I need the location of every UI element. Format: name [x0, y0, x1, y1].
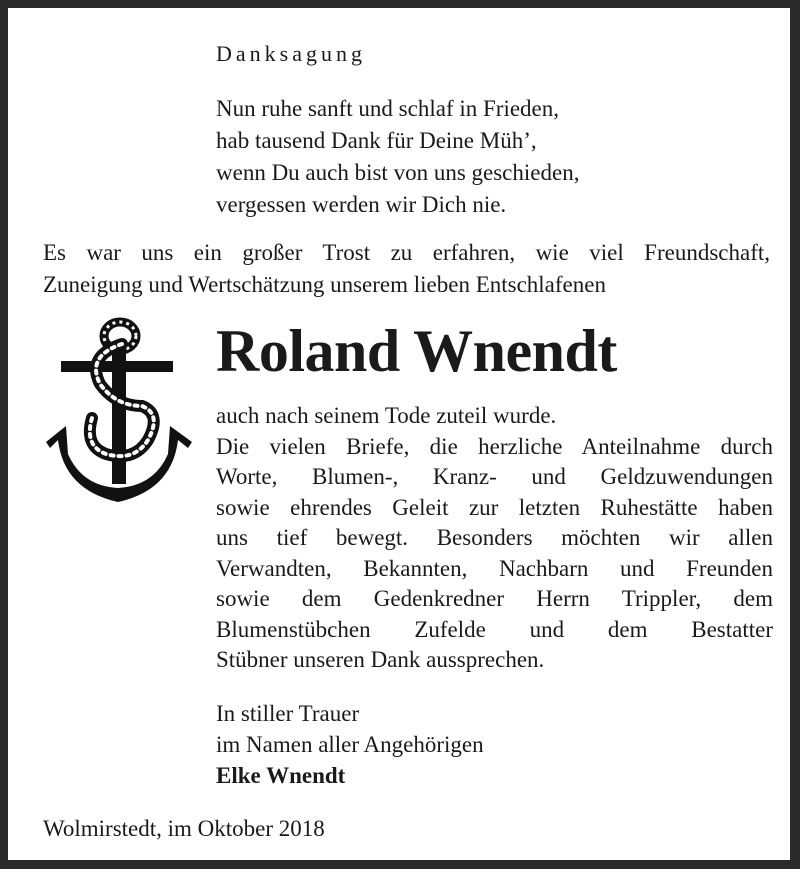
intro-text: [43, 237, 770, 301]
body-line: auch nach seinem Tode zuteil wurde.: [216, 403, 557, 428]
poem: [216, 93, 579, 221]
signature-block: [216, 698, 484, 791]
poem-line: vergessen werden wir Dich nie.: [216, 192, 507, 217]
body-line: Stübner unseren Dank aussprechen.: [216, 647, 545, 672]
body-line: uns tief bewegt. Besonders möchten wir allen: [216, 525, 773, 550]
anchor-icon: [38, 314, 198, 512]
body-text: [216, 401, 773, 676]
poem-line: Nun ruhe sanft und schlaf in Frieden,: [216, 96, 560, 121]
body-line: Blumenstübchen Zufelde und dem Bestatter: [216, 616, 773, 642]
body-line: Verwandten, Bekannten, Nachbarn und Freunden: [216, 555, 773, 581]
intro-line: Es war uns ein großer Trost zu erfahren, wie viel Freundschaft,: [43, 240, 770, 265]
notice-title: Danksagung: [216, 41, 366, 66]
signature-line: im Namen aller Angehörigen: [216, 732, 484, 757]
body-line: Worte, Blumen-, Kranz- und Geldzuwendungen: [216, 464, 773, 489]
signature-line: In stiller Trauer: [216, 701, 360, 726]
poem-line: wenn Du auch bist von uns geschieden,: [216, 160, 580, 185]
body-line: sowie ehrendes Geleit zur letzten Ruhestätte haben: [216, 494, 773, 520]
body-line: sowie dem Gedenkredner Herrn Trippler, dem: [216, 586, 773, 611]
intro-line: Zuneigung und Wertschätzung unserem lieben Entschlafenen: [43, 272, 606, 297]
poem-line: hab tausend Dank für Deine Müh’,: [216, 128, 537, 153]
signer-name: Elke Wnendt: [216, 763, 346, 788]
place-date: Wolmirstedt, im Oktober 2018: [43, 816, 325, 841]
body-line: Die vielen Briefe, die herzliche Anteilnahme durch: [216, 433, 773, 459]
deceased-name: Roland Wnendt: [216, 318, 617, 384]
